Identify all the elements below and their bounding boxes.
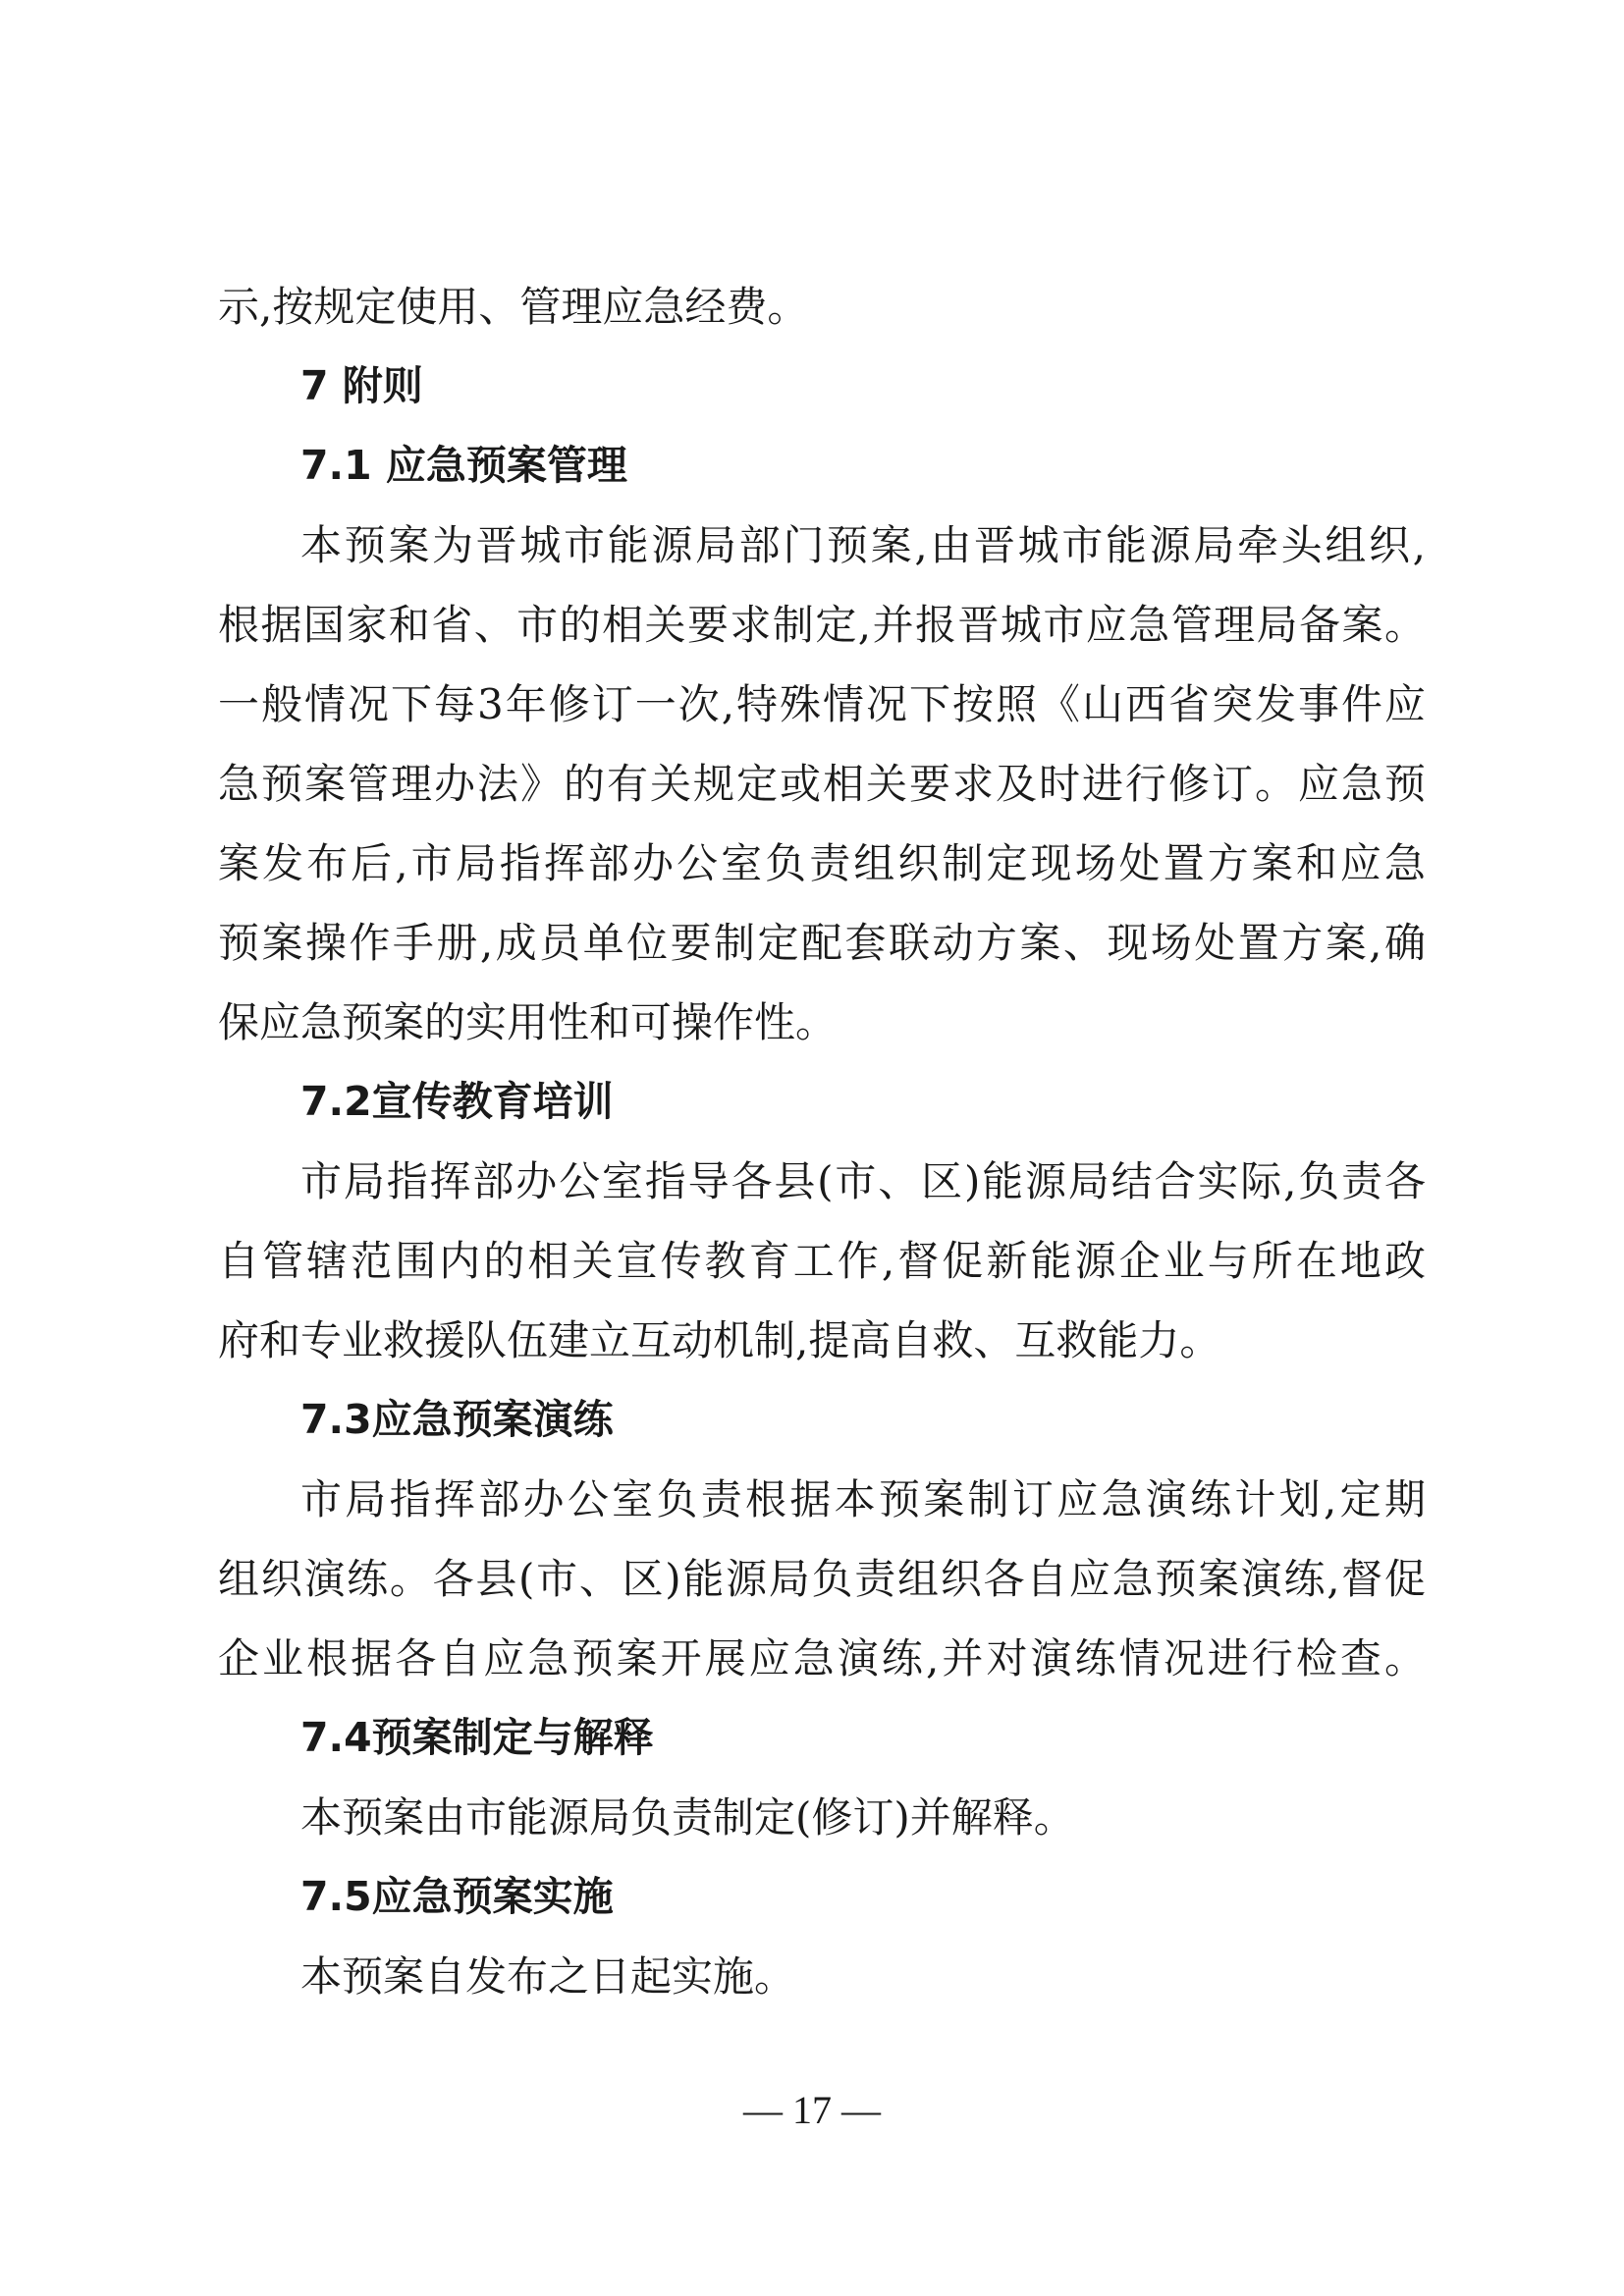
subsection-heading-7-4: 7.4预案制定与解释 <box>300 1714 654 1761</box>
body-text-line: 根据国家和省、市的相关要求制定,并报晋城市应急管理局备案。 <box>218 601 1426 649</box>
body-text-line: 本预案为晋城市能源局部门预案,由晋城市能源局牵头组织, <box>300 521 1426 569</box>
body-text-line: 市局指挥部办公室指导各县(市、区)能源局结合实际,负责各 <box>300 1157 1426 1205</box>
body-text-line: 示,按规定使用、管理应急经费。 <box>218 283 809 331</box>
body-text-line: 保应急预案的实用性和可操作性。 <box>218 998 838 1046</box>
body-text-line: 企业根据各自应急预案开展应急演练,并对演练情况进行检查。 <box>218 1634 1426 1682</box>
subsection-heading-7-1: 7.1 应急预案管理 <box>300 442 627 489</box>
subsection-heading-7-5: 7.5应急预案实施 <box>300 1873 614 1920</box>
section-heading-appendix: 7 附则 <box>300 362 423 409</box>
body-text-line: 一般情况下每3年修订一次,特殊情况下按照《山西省突发事件应 <box>218 680 1426 728</box>
subsection-heading-7-2: 7.2宣传教育培训 <box>300 1078 614 1125</box>
page-number: — 17 — <box>743 2088 881 2132</box>
body-text-line: 预案操作手册,成员单位要制定配套联动方案、现场处置方案,确 <box>218 919 1426 967</box>
document-body <box>218 267 1426 2016</box>
body-text-line: 本预案由市能源局负责制定(修订)并解释。 <box>300 1793 1075 1842</box>
body-text-line: 自管辖范围内的相关宣传教育工作,督促新能源企业与所在地政 <box>218 1237 1426 1285</box>
body-text-line: 案发布后,市局指挥部办公室负责组织制定现场处置方案和应急 <box>218 839 1426 887</box>
body-text-line: 本预案自发布之日起实施。 <box>300 1952 796 2001</box>
subsection-heading-7-3: 7.3应急预案演练 <box>300 1396 614 1443</box>
body-text-line: 府和专业救援队伍建立互动机制,提高自救、互救能力。 <box>218 1316 1221 1364</box>
body-text-line: 组织演练。各县(市、区)能源局负责组织各自应急预案演练,督促 <box>218 1555 1426 1603</box>
body-text-line: 市局指挥部办公室负责根据本预案制订应急演练计划,定期 <box>300 1475 1426 1523</box>
body-text-line: 急预案管理办法》的有关规定或相关要求及时进行修订。应急预 <box>218 760 1426 808</box>
